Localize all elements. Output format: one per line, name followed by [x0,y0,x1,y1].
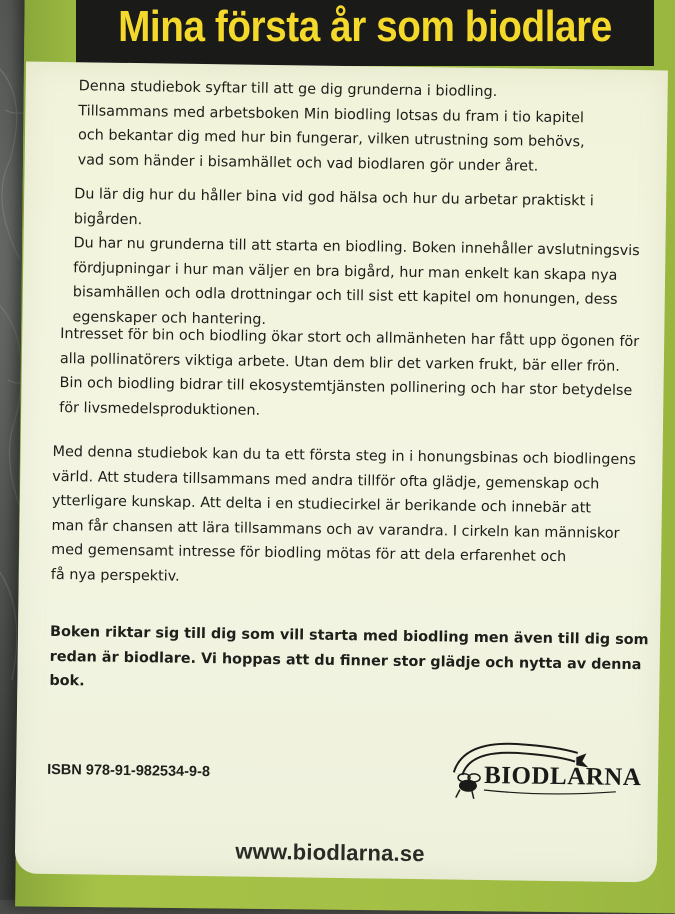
blurb-paragraph-1: Denna studiebok syftar till att ge dig grunderna i biodling. Tillsammans med arbetsboken Min biodling lotsas du fram i tio kapitel och bekantar dig med hur bin fungerar, vilken utrustning som behövs, vad som händer i bisamhället och vad biodlaren gör under året. [77,78,585,175]
blurb-paragraph-2: Du lär dig hur du håller bina vid god hälsa och hur du arbetar praktiskt i bigården. Du har nu grunderna till att starta en biodling. Boken innehåller avslutningsvis fördjupningar i hur man väljer en bra bigård, hur man enkelt kan skapa nya bisamhällen och odla drottningar och till sist ett kapitel om honungen, dess egenskaper och hantering. [72,186,640,328]
book-title: Mina första år som biodlare [118,2,612,51]
biodlarna-logo [446,737,642,810]
title-band [76,0,654,66]
blurb-paragraph-4: Med denna studiebok kan du ta ett första steg in i honungsbinas och biodlingens värld. Att studera tillsammans med andra tillför ofta glädje, gemenskap och ytterligare kunskap. Att delta i en studiecirkel är berikande och innebär att man får chansen att lära tillsammans och av varandra. I cirkeln kan människor med gemensamt intresse för biodling mötas för att dela erfarenhet och få nya perspektiv. [50,443,637,585]
blurb-paragraph-3: Intresset för bin och biodling ökar stort och allmänheten har fått upp ögonen för alla pollinatörers viktiga arbete. Utan dem blir det varken frukt, bär eller frön. Bin och biodling bidrar till ekosystemtjänsten pollinering och har stor betydelse för livsmedelsproduktionen. [59,326,640,419]
blurb-paragraph-5: Boken riktar sig till dig som vill starta med biodling men även till dig som redan är biodlare. Vi hoppas att du finner stor glädje och nytta av denna bok. [49,623,649,690]
isbn-number: ISBN 978-91-982534-9-8 [47,761,211,781]
publisher-name: BIODLARNA [483,761,642,792]
website-url: www.biodlarna.se [235,838,425,867]
back-cover-text-panel [15,62,668,883]
